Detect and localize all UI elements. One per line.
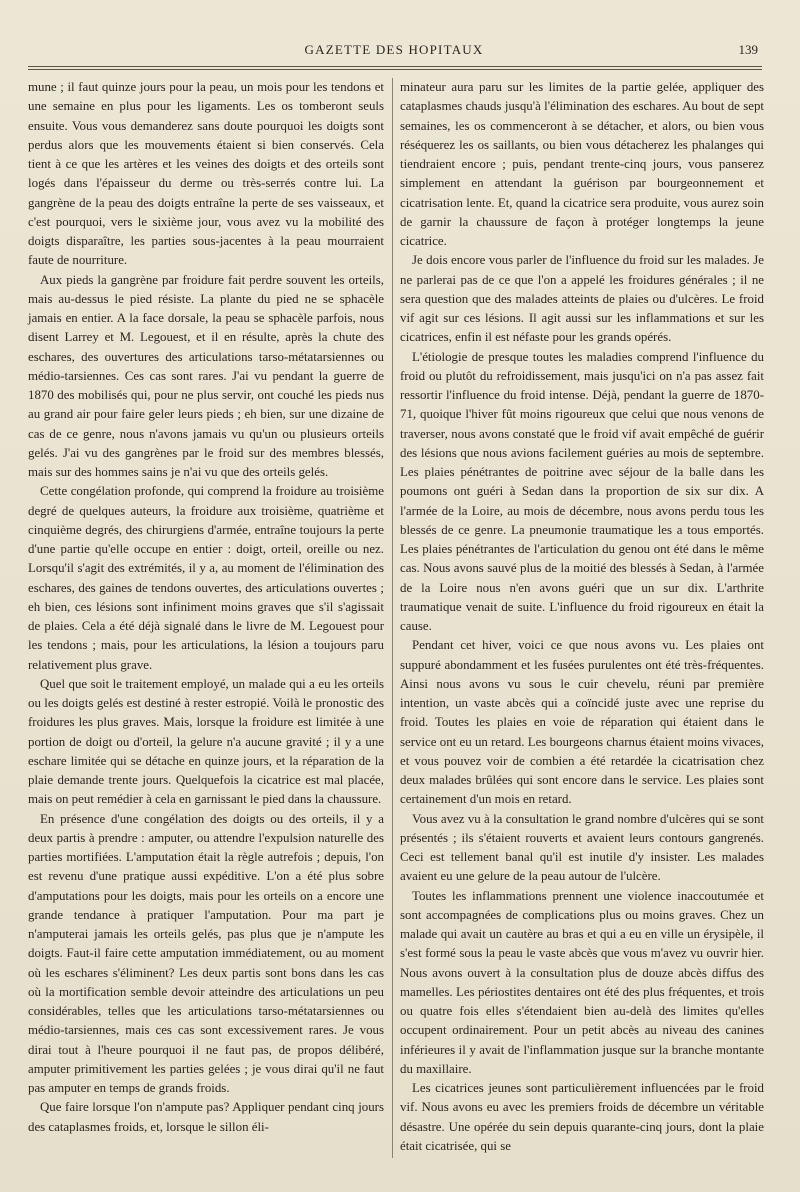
right-column <box>400 78 764 1156</box>
page-header <box>28 40 760 62</box>
paragraph: Que faire lorsque l'on n'ampute pas? Appliquer pendant cinq jours des cataplasmes froids, et, lorsque le sillon éli- <box>28 1100 384 1134</box>
paragraph: Toutes les inflammations prennent une violence inaccoutumée et sont accompagnées de complications plus ou moins graves. Chez un malade qui avait un cautère au bras et qui a eu en ville un érysipèle, il s'est formé sous la peau le vaste abcès que vous m'avez vu ouvrir hier. Nous avons ouvert à la consultation plus de douze abcès diffus des mamelles. Les périostites dentaires ont été des plus fréquentes, et trois ou quatre fois elles s'étendaient bien au-delà des limites qu'elles occupent ordinairement. Pour un petit abcès au niveau des canines inférieures il y avait de l'inflammation jusque sur la branche montante du maxillaire. <box>400 888 764 1076</box>
paragraph: mune ; il faut quinze jours pour la peau, un mois pour les tendons et une semaine en plus pour les ligaments. Les os tomberont seuls ensuite. Vous vous demanderez sans doute pourquoi les doigts sont perdus alors que les mouvements étaient si bien conservés. Cela tient à ce que les artères et les veines des doigts et des orteils sont logés dans l'épaisseur du derme ou très-serrés contre lui. La gangrène de la peau des doigts entraîne la perte de ses vaisseaux, et c'est pourquoi, vers le sixième jour, vous avez vu la mobilité des doigts disparaître, les parties sous-jacentes à la peau mourraient faute de nourriture. <box>28 80 384 268</box>
paragraph: Les cicatrices jeunes sont particulièrement influencées par le froid vif. Nous avons eu avec les premiers froids de décembre un véritable désastre. Une opérée du sein depuis quarante-cinq jours, dont la plaie était cicatrisée, qui se <box>400 1081 764 1153</box>
left-column <box>28 78 384 1137</box>
paragraph: En présence d'une congélation des doigts ou des orteils, il y a deux partis à prendre : amputer, ou attendre l'expulsion naturelle des parties mortifiées. L'amputation était la règle autrefois ; depuis, l'on est revenu d'une pratique aussi expéditive. L'on a été plus sobre d'amputations pour les doigts, mais pour les orteils on a encore une grande tendance à pratiquer l'amputation. Pour ma part je n'amputerai jamais les orteils gelés, pas plus que je n'ampute les doigts. Faut-il faire cette amputation immédiatement, ou au moment où les eschares s'éliminent? Les deux partis sont bons dans les cas où la mortification semble devoir atteindre des articulations un peu considérables, telles que les articulations tarso-métatarsiennes ou médio-tarsiennes, mais ces cas sont excessivement rares. Je vous dirai tout à l'heure pourquoi il ne faut pas, de propos délibéré, amputer primitivement les parties gelées ; je vous dirai qu'il ne faut pas amputer en temps de grands froids. <box>28 811 384 1095</box>
paragraph: Cette congélation profonde, qui comprend la froidure au troisième degré de quelques auteurs, la froidure aux troisième, quatrième et cinquième degrés, des chirurgiens d'armée, entraîne toujours la perte d'une partie qu'elle occupe en entier : doigt, orteil, oreille ou nez. Lorsqu'il s'agit des extrémités, il y a, au moment de l'élimination des eschares, des gaines de tendons ouvertes, des articulations ouvertes ; eh bien, ces lésions sont infiniment moins graves que s'il s'agissait de plaies. Cela a été déjà signalé dans le livre de M. Legouest pour les tendons ; mais, pour les articulations, la lésion a toujours paru relativement plus grave. <box>28 484 384 672</box>
paragraph: minateur aura paru sur les limites de la partie gelée, appliquer des cataplasmes chauds jusqu'à l'élimination des eschares. Au bout de sept semaines, les os commenceront à se détacher, et alors, ou bien vous réséquerez les os saillants, ou bien vous détacherez les phalanges qui tiendraient encore ; puis, pendant trente-cinq jours, vous panserez simplement en attendant la guérison par bourgeonnement et cicatrisation lente. Et, quand la cicatrice sera produite, vous aurez soin de garnir la chaussure de façon à protéger longtemps la jeune cicatrice. <box>400 80 764 248</box>
paragraph: L'étiologie de presque toutes les maladies comprend l'influence du froid ou plutôt du refroidissement, mais jusqu'ici on n'a pas assez fait ressortir l'influence du froid intense. Déjà, pendant la guerre de 1870-71, quoique l'hiver fût moins rigoureux que celui que nous venons de traverser, nous avons constaté que le froid vif avait empêché de guérir des lésions que nous avions facilement guéries au mois de septembre. Les plaies pénétrantes de poitrine avec séjour de la balle dans les poumons ont guéri à Sedan dans la proportion de six sur dix. A l'armée de la Loire, au mois de décembre, nous avons perdu tous les blessés de ce genre. La pneumonie traumatique les a tous emportés. Les plaies pénétrantes de l'articulation du genou ont été dans le même cas. Nous avons sauvé plus de la moitié des blessés à Sedan, à l'armée de la Loire nous n'en avons guéri que un sur dix. L'arthrite traumatique venait de suite. L'influence du froid rigoureux en était la cause. <box>400 349 764 633</box>
paragraph: Pendant cet hiver, voici ce que nous avons vu. Les plaies ont suppuré abondamment et les fusées purulentes ont été très-fréquentes. Ainsi nous avons vu sous le cuir chevelu, réuni par première intention, un vaste abcès qui a coïncidé juste avec une reprise du froid. Toutes les plaies en voie de réparation qui étaient dans le service ont eu un retard. Les bourgeons charnus étaient moins vivaces, et vous pouvez voir de combien a été retardée la cicatrisation chez deux malades brûlées qui sont encore dans le service. Les plaies sont certainement d'un mois en retard. <box>400 638 764 807</box>
paragraph: Vous avez vu à la consultation le grand nombre d'ulcères qui se sont présentés ; ils s'étaient rouverts et avaient leurs contours gangrenés. Ceci est tellement banal qu'il est inutile d'y insister. Les malades avaient eu une gelure de la peau autour de l'ulcère. <box>400 811 764 884</box>
header-rule <box>28 66 762 67</box>
paragraph: Je dois encore vous parler de l'influence du froid sur les malades. Je ne parlerai pas de ce que l'on a appelé les froidures générales ; il ne sera question que des malades atteints de plaies ou d'ulcères. Le froid vif agit sur ces lésions. Il agit aussi sur les inflammations et sur les cicatrices, enfin il est néfaste pour les grands opérés. <box>400 253 764 345</box>
paragraph: Quel que soit le traitement employé, un malade qui a eu les orteils ou les doigts gelés est destiné à rester estropié. Voilà le pronostic des froidures les plus graves. Mais, lorsque la froidure est limitée à une portion de doigt ou d'orteil, la gelure n'a aucune gravité ; il y a une eschare limitée qui se détache en quinze jours, et la réparation de la plaie demande trente jours. Quelquefois la cicatrice est mal placée, mais on peut remédier à cela en garnissant le pied dans la chaussure. <box>28 676 384 807</box>
page-number: 139 <box>738 42 758 57</box>
paragraph: Aux pieds la gangrène par froidure fait perdre souvent les orteils, mais au-dessus le pied résiste. La plante du pied ne se sphacèle jamais en entier. A la face dorsale, la peau se sphacèle parfois, nous disent Larrey et M. Legouest, et il en résulte, après la chute des eschares, des ouvertures des articulations tarso-métatarsiennes ou médio-tarsiennes. Ces cas sont rares. J'ai vu pendant la guerre de 1870 des mobilisés qui, pour ne plus servir, ont couché les pieds nus au grand air pour faire geler leurs pieds ; eh bien, sur une dizaine de cas de ce genre, nous n'avons jamais vu qu'un ou plusieurs orteils gelés. J'ai vu des gangrènes par le froid sur des membres blessés, mais sur des hommes sains je n'ai vu que des orteils gelés. <box>28 272 384 479</box>
publication-title: GAZETTE DES HOPITAUX <box>304 42 484 57</box>
header-rule-secondary <box>28 69 762 70</box>
column-divider <box>392 78 393 1158</box>
